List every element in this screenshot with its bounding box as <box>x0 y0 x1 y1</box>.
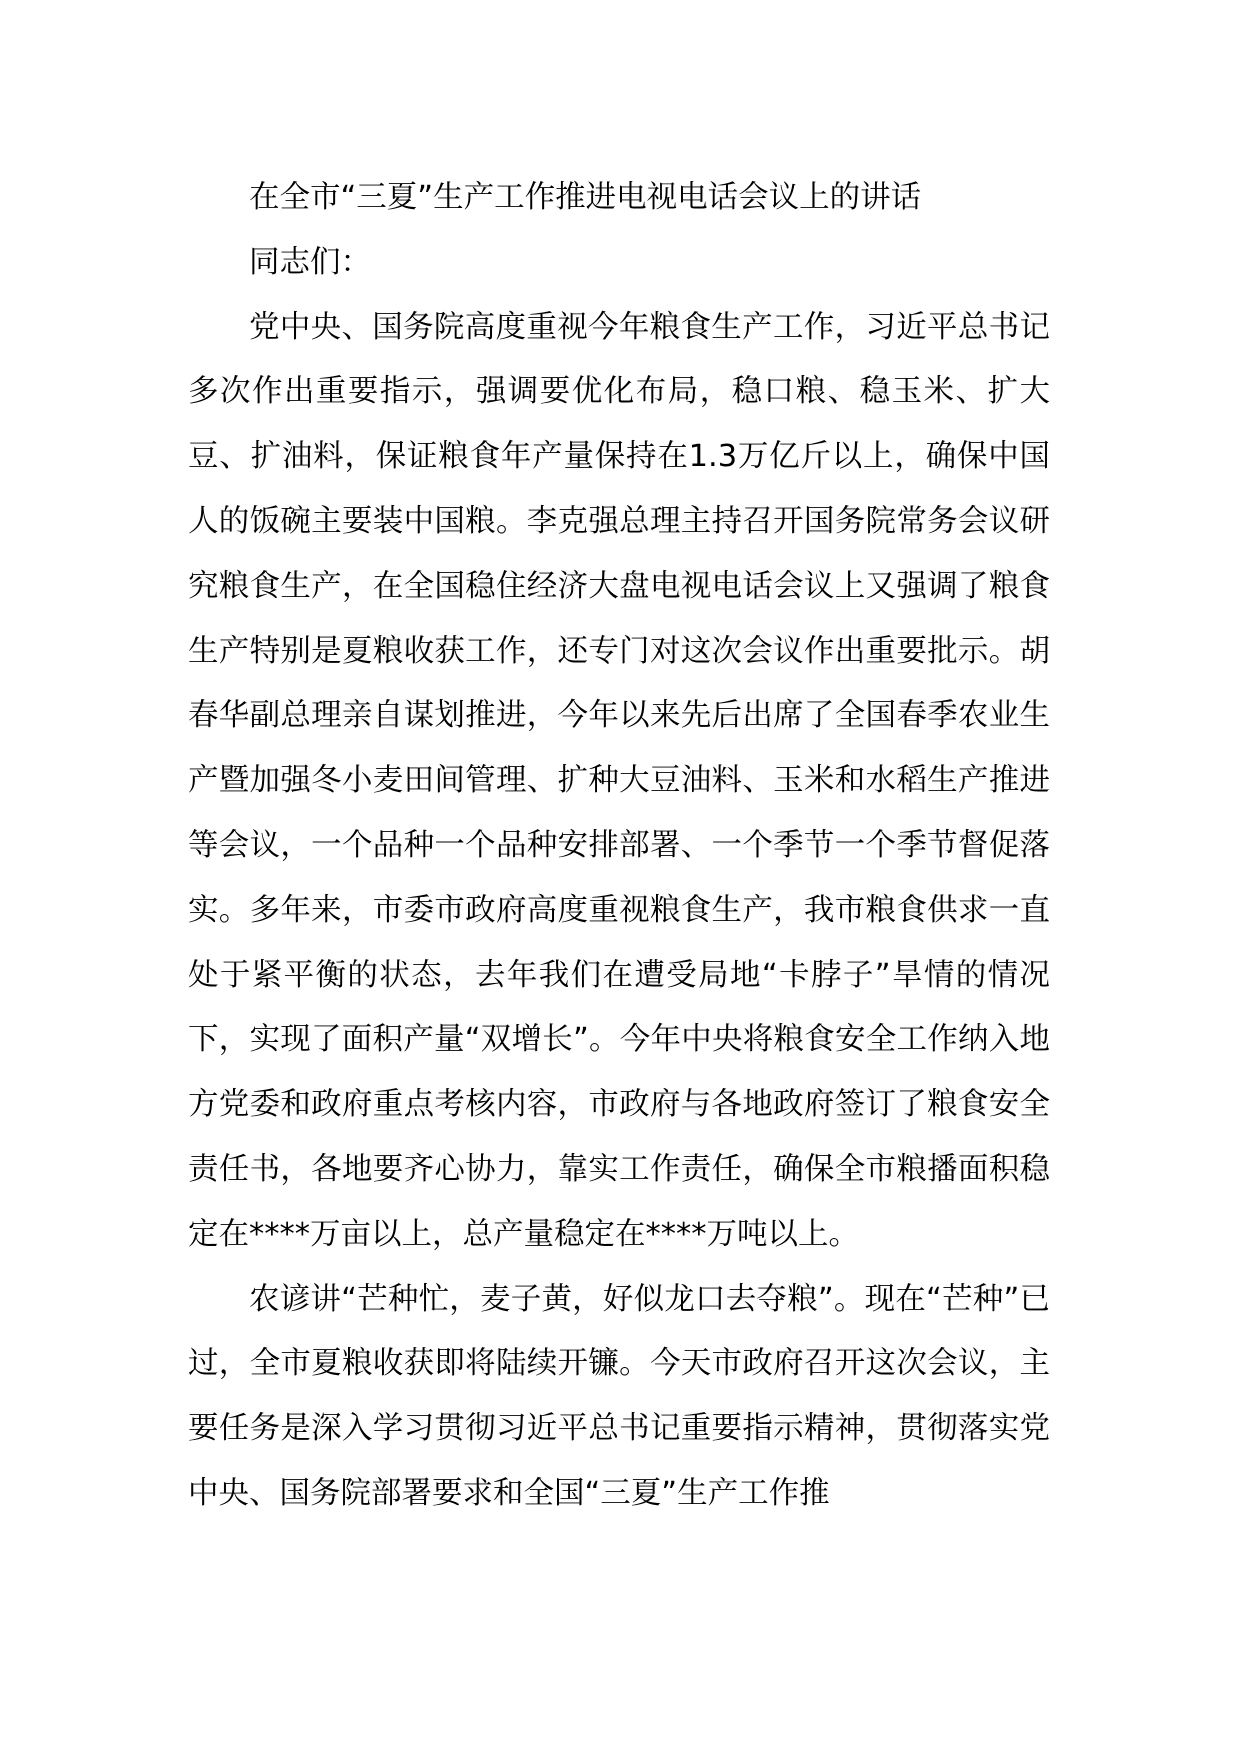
paragraph-1: 党中央、国务院高度重视今年粮食生产工作，习近平总书记多次作出重要指示，强调要优化布局，稳口粮、稳玉米、扩大豆、扩油料，保证粮食年产量保持在1.3万亿斤以上，确保中国人的饭碗主要装中国粮。李克强总理主持召开国务院常务会议研究粮食生产，在全国稳住经济大盘电视电话会议上又强调了粮食生产特别是夏粮收获工作，还专门对这次会议作出重要批示。胡春华副总理亲自谋划推进，今年以来先后出席了全国春季农业生产暨加强冬小麦田间管理、扩种大豆油料、玉米和水稻生产推进等会议，一个品种一个品种安排部署、一个季节一个季节督促落实。多年来，市委市政府高度重视粮食生产，我市粮食供求一直处于紧平衡的状态，去年我们在遭受局地“卡脖子”旱情的情况下，实现了面积产量“双增长”。今年中央将粮食安全工作纳入地方党委和政府重点考核内容，市政府与各地政府签订了粮食安全责任书，各地要齐心协力，靠实工作责任，确保全市粮播面积稳定在****万亩以上，总产量稳定在****万吨以上。 <box>188 309 1050 1252</box>
document-salutation: 同志们： <box>249 244 371 280</box>
document-body <box>188 166 1050 1527</box>
paragraph-2: 农谚讲“芒种忙，麦子黄，好似龙口去夺粮”。现在“芒种”已过，全市夏粮收获即将陆续开镰。今天市政府召开这次会议，主要任务是深入学习贯彻习近平总书记重要指示精神，贯彻落实党中央、国务院部署要求和全国“三夏”生产工作推 <box>188 1281 1050 1511</box>
document-title: 在全市“三夏”生产工作推进电视电话会议上的讲话 <box>249 180 922 215</box>
